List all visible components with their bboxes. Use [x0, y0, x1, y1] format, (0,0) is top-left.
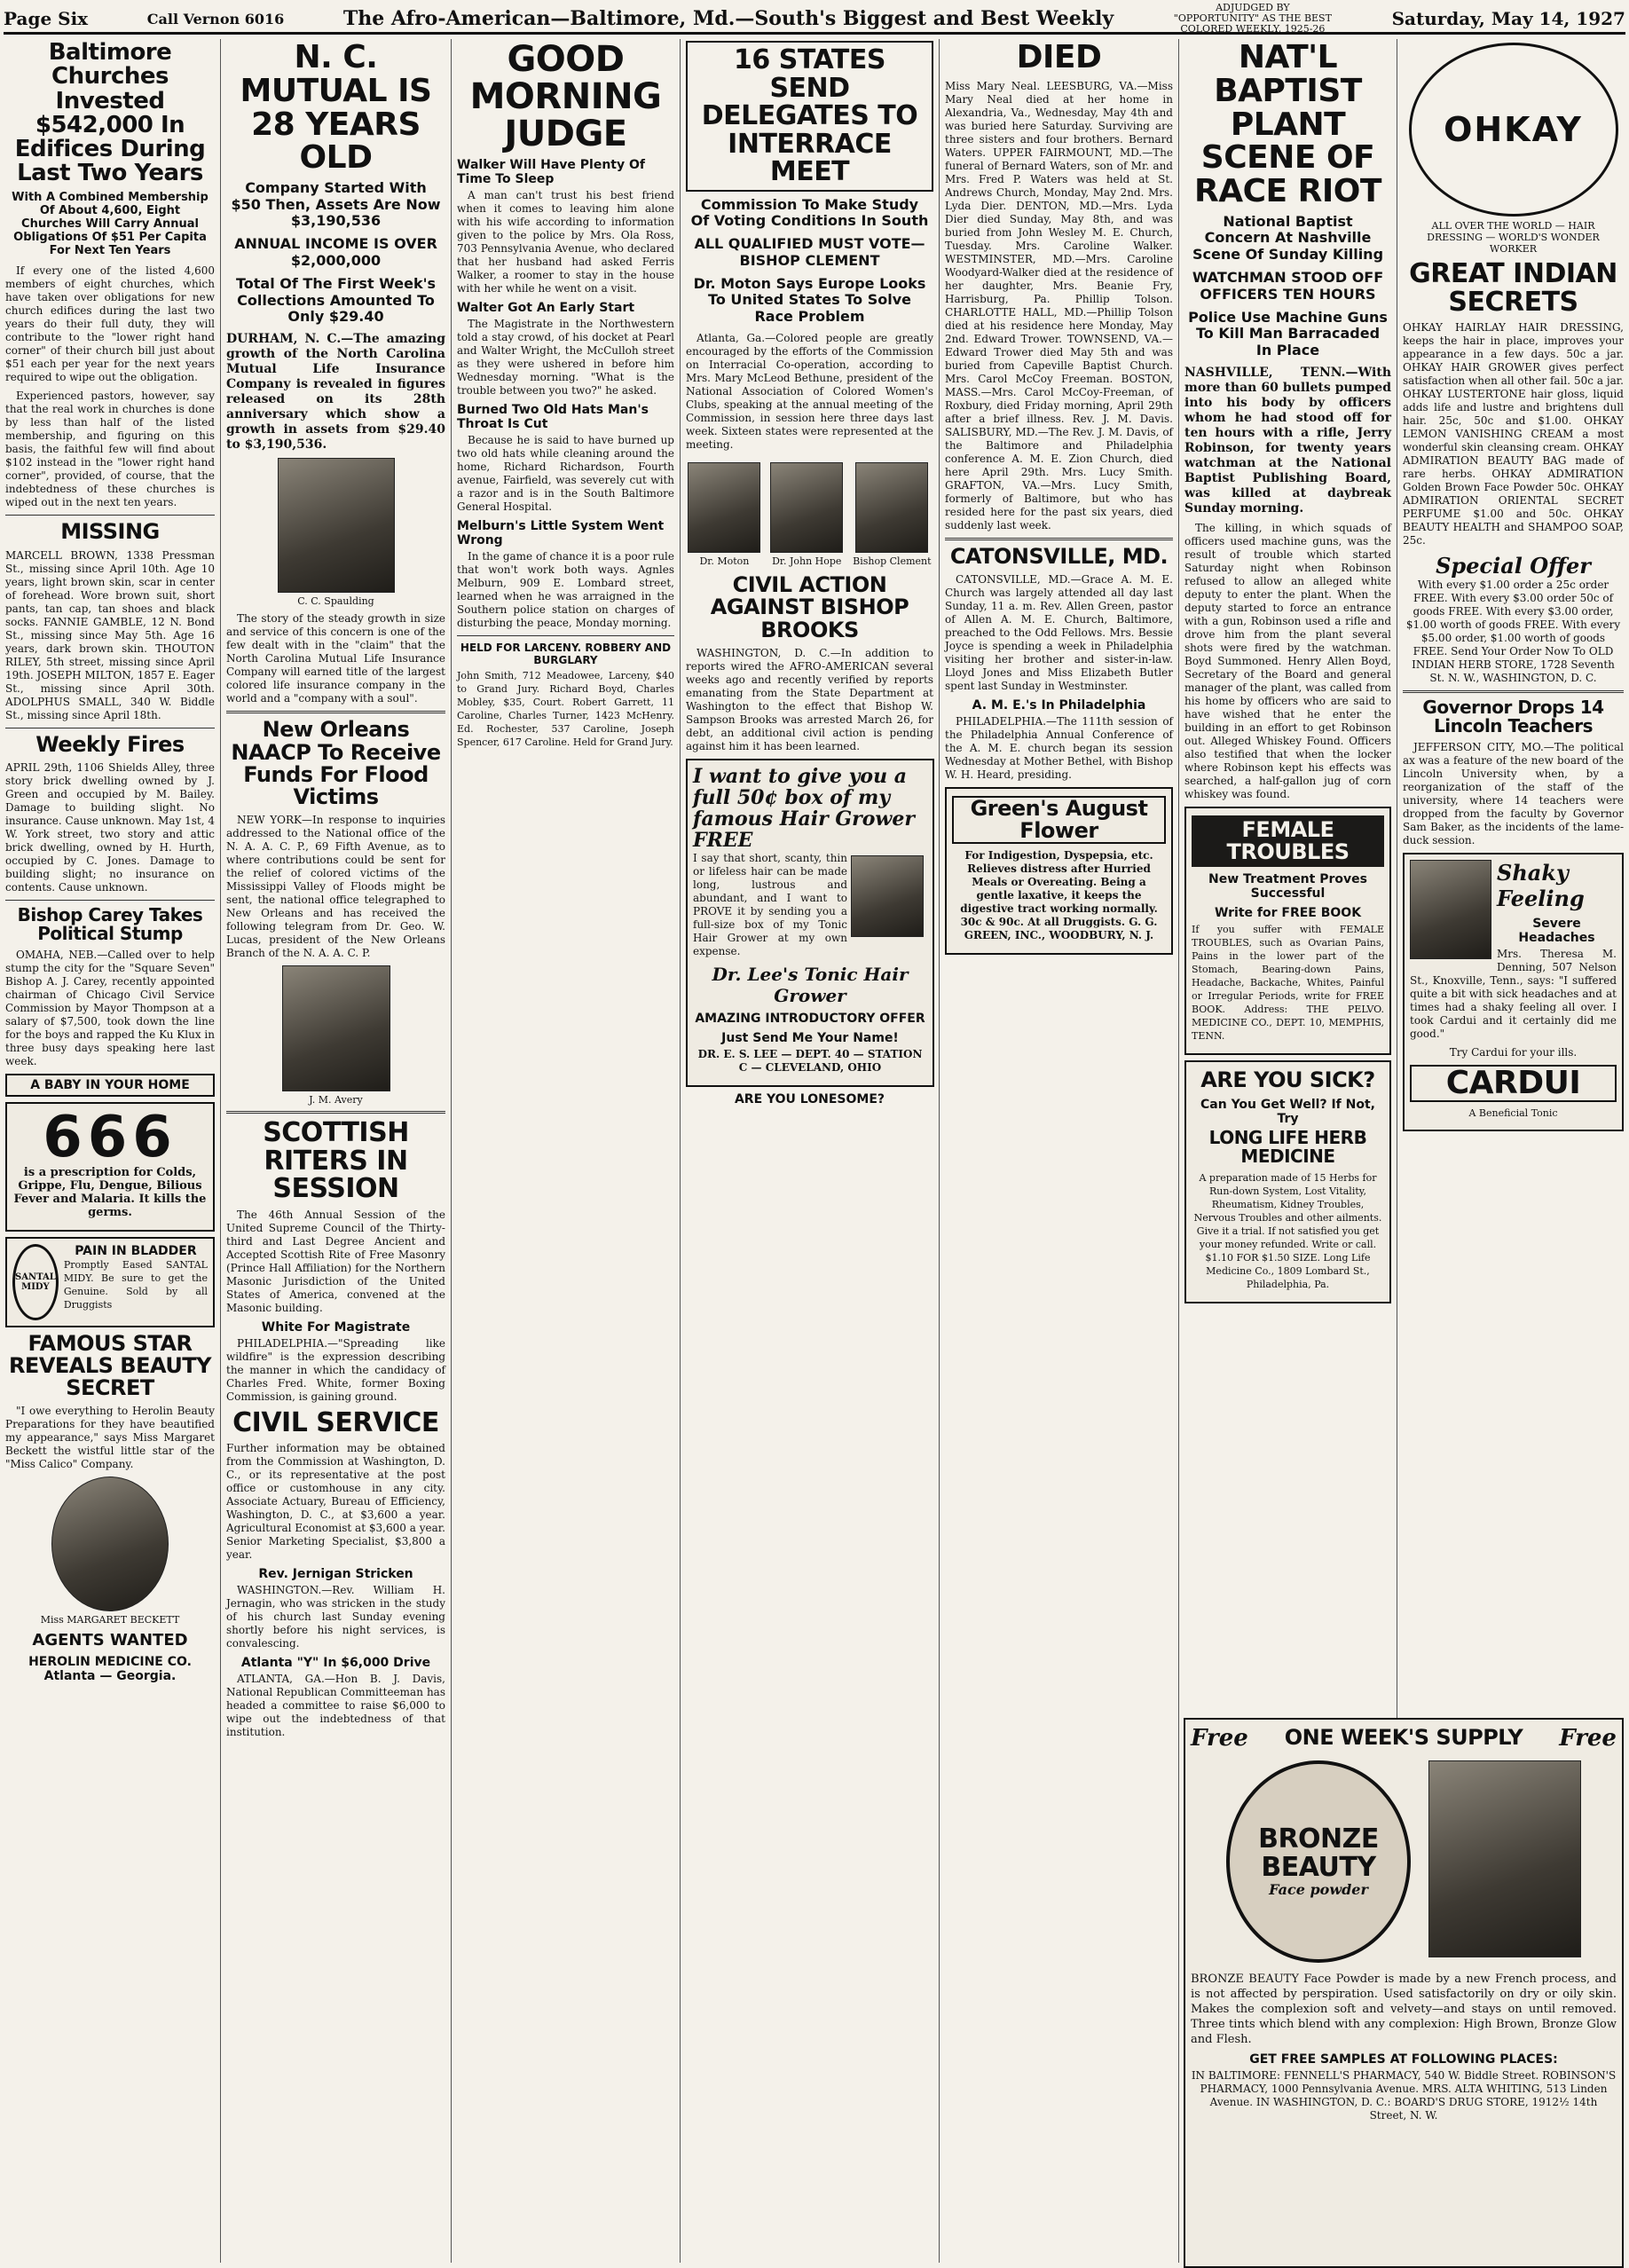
beckett-caption: Miss MARGARET BECKETT: [40, 1614, 180, 1626]
bronze-brand-sub: Face powder: [1269, 1881, 1368, 1898]
special-offer: Special Offer: [1436, 553, 1591, 579]
churches-body-1: If every one of the listed 4,600 members of eight churches, which have taken over obligations for new church edifices during the last two years do their full duty, they will contribute to the "lower right hand corner" of their church bill just about $51 each per year for the next years required to wipe out the obligation.: [5, 264, 215, 384]
santal-badge-icon: SANTAL MIDY: [12, 1244, 59, 1320]
hope-caption: Dr. John Hope: [772, 555, 842, 568]
cardui-sub: A Beneficial Tonic: [1468, 1106, 1558, 1119]
lee-portrait: [851, 855, 924, 937]
riot-body: The killing, in which squads of officers used machine guns, was the result of trouble which started Saturday night when Robinson refused to allow an alleged white deputy to enter the plant. When the deputy started to force an entrance with a gun, Robinson used a rifle and drove him from the plant several shots were fired by the watchman. Boyd Summoned. Henry Allen Boyd, Secretary of the Board and general manager of the plant, was called from his home by officers who are said to have wished that he enter the building in an effort to get Robinson out. Alleged Whiskey Found. Officers also testified that when the locker where Robinson kept his effects was searched, a half-gallon jug of corn whiskey was found.: [1184, 522, 1391, 801]
clement-caption: Bishop Clement: [853, 555, 932, 568]
cardui-brand: CARDUI: [1410, 1065, 1617, 1102]
brooks-body: WASHINGTON, D. C.—In addition to reports wired the AFRO-AMERICAN several weeks ago and recently verified by reports emanating from the State Department at Washington to the effect that Bishop W. Sampson Brooks was arrested March 26, for debt, an additional civil action is pending against him it has been learned.: [686, 646, 933, 752]
female-troubles-ad: [1184, 807, 1391, 1055]
white-body: PHILADELPHIA.—"Spreading like wildfire" is the expression describing the manner in which the candidacy of Charles Fred. White, former Boxing Commission, is gaining ground.: [226, 1336, 445, 1403]
mutual-deck-3: Total Of The First Week's Collections Amounted To Only $29.40: [235, 275, 437, 325]
column-2: [220, 39, 451, 2263]
ame-body: PHILADELPHIA.—The 111th session of the Philadelphia Annual Conference of the A. M. E. church began its session Wednesday at Mother Bethel, with Bishop W. H. Heard, presiding.: [945, 714, 1173, 781]
bronze-model-portrait: [1428, 1760, 1581, 1957]
bronze-brand: BRONZE BEAUTY: [1258, 1823, 1379, 1883]
666-number: 666: [43, 1104, 177, 1170]
hope-photo: [770, 462, 843, 553]
bronze-samples: GET FREE SAMPLES AT FOLLOWING PLACES:: [1249, 2052, 1558, 2067]
free-right: Free: [1559, 1725, 1617, 1752]
pain-ad-title: PAIN IN BLADDER: [75, 1243, 197, 1258]
churches-deck: With A Combined Membership Of About 4,600, Eight Churches Will Carry Annual Obligations Of $51 Per Capita For Next Ten Years: [12, 190, 209, 257]
bronze-beauty-ad: [1184, 1718, 1624, 2268]
lee-hair-ad: [686, 759, 934, 1087]
paper-title: The Afro-American—Baltimore, Md.—South's Biggest and Best Weekly: [342, 7, 1114, 30]
column-3: [451, 39, 680, 2263]
sick-headline: ARE YOU SICK?: [1200, 1067, 1375, 1093]
melburn-body: In the game of chance it is a poor rule that won't work both ways. Agnles Melburn, 909 E. Lombard street, learned when he was arraigned in the Southern police station on charges of disturbing the peace, Monday morning.: [457, 550, 674, 629]
mutual-deck-1: Company Started With $50 Then, Assets Are Now $3,190,536: [231, 179, 441, 229]
mutual-body: The story of the steady growth in size and service of this concern is one of the few dealt with in the "claim" that the North Carolina Mutual Life Insurance Company will earned title of the largest colored life insurance company in the world and a "company with a soul".: [226, 612, 445, 705]
naacp-headline: New Orleans NAACP To Receive Funds For Flood Victims: [231, 717, 441, 809]
666-ad: [5, 1102, 215, 1232]
666-text: is a prescription for Colds, Grippe, Flu, Dengue, Bilious Fever and Malaria. It kills the germs.: [13, 1165, 207, 1219]
powder-box-icon: [1226, 1760, 1411, 1963]
avery-caption: J. M. Avery: [309, 1094, 363, 1106]
herolin-company: HEROLIN MEDICINE CO. Atlanta — Georgia.: [28, 1655, 192, 1684]
larceny-list: John Smith, 712 Meadowee, Larceny, $40 to Grand Jury. Richard Boyd, Charles Mobley, $35, Court. Robert Garrett, 11 Caroline, Charles Turner, 1423 McHenry. Ed. Rochester, 537 Caroline, Joseph Spencer, 617 Caroline. Held for Grand Jury.: [457, 670, 674, 748]
interrace-headline: 16 STATES SEND DELEGATES TO INTERRACE MEET: [686, 41, 933, 192]
carey-body: OMAHA, NEB.—Called over to help stump the city for the "Square Seven" Bishop A. J. Carey, recently appointed chairman of Chicago Civil Service Commission by Mayor Thompson at a salary of $7,500, took down the line for the boys and rapped the Ku Klux in three busy days speaking here last week.: [5, 948, 215, 1067]
bronze-places: IN BALTIMORE: FENNELL'S PHARMACY, 540 W. Biddle Street. ROBINSON'S PHARMACY, 1000 Pennsylvania Avenue. MRS. ALTA WHITING, 513 Linden Avenue. IN WASHINGTON, D. C.: BOARD'S DRUG STORE, 1912½ 14th Street, N. W.: [1191, 2069, 1617, 2122]
hats-headline: Burned Two Old Hats Man's Throat Is Cut: [457, 403, 649, 431]
lee-ad-body: I say that short, scanty, thin or lifeless hair can be made long, lustrous and abundant, and I want to PROVE it by sending you a full-size box of my Tonic Hair Grower at my own expense.: [693, 851, 847, 957]
churches-headline: Baltimore Churches Invested $542,000 In Edifices During Last Two Years: [14, 39, 206, 187]
adjudged-note: ADJUDGED BY "OPPORTUNITY" AS THE BEST COLORED WEEKLY, 1925-26: [1173, 2, 1332, 35]
shaky-body: Mrs. Theresa M. Denning, 507 Nelson St., Knoxville, Tenn., says: "I suffered quite a bit with sick headaches and at times had a shaky feeling all over. I took Cardui and it certainly did me good.": [1410, 948, 1617, 1040]
ame-headline: A. M. E.'s In Philadelphia: [972, 697, 1146, 713]
early-start-headline: Walter Got An Early Start: [457, 301, 635, 315]
ohkay-ring-text: ALL OVER THE WORLD — HAIR DRESSING — WORLD'S WONDER WORKER: [1427, 220, 1600, 255]
green-ad: [945, 787, 1173, 955]
atlanta-body: ATLANTA, GA.—Hon B. J. Davis, National Republican Committeeman has headed a committee to raise $6,000 to wipe out the indebtedness of that institution.: [226, 1673, 445, 1739]
white-headline: White For Magistrate: [261, 1319, 411, 1335]
issue-date: Saturday, May 14, 1927: [1391, 8, 1625, 29]
cardui-try: Try Cardui for your ills.: [1449, 1046, 1578, 1059]
governor-headline: Governor Drops 14 Lincoln Teachers: [1422, 697, 1604, 736]
atlanta-headline: Atlanta "Y" In $6,000 Drive: [240, 1656, 431, 1671]
free-left: Free: [1191, 1725, 1248, 1752]
phone-number: Call Vernon 6016: [146, 10, 285, 28]
melburn-headline: Melburn's Little System Went Wrong: [457, 519, 665, 547]
bronze-body: BRONZE BEAUTY Face Powder is made by a new French process, and is not affected by perspiration. Used satisfactorily on dry or oily skin. Makes the complexion soft and velvety—and stays on until removed. Three tints which blend with any complexion: High Brown, Bronze Glow and Flesh.: [1191, 1973, 1617, 2046]
star-body: "I owe everything to Herolin Beauty Preparations for they have beautified my appearance," says Miss Margaret Beckett the wistful little star of the "Miss Calico" Company.: [5, 1405, 215, 1471]
beckett-portrait: [51, 1477, 169, 1611]
lee-ad-product: Dr. Lee's Tonic Hair Grower: [712, 963, 909, 1006]
civil-service-body: Further information may be obtained from the Commission at Washington, D. C., or its representative at the post office or customhouse in any city. Associate Actuary, Bureau of Efficiency, Washington, D. C., at $3,600 a year. Agricultural Economist at $3,600 a year. Senior Marketing Specialist, $3,800 a year.: [226, 1442, 445, 1562]
santal-ad: [5, 1237, 215, 1327]
early-start-body: The Magistrate in the Northwestern told a stay crowd, of his docket at Pearl and Walter Wright, the McCulloh street as they were ushered in before him Wednesday morning. "What is the trouble between you two?" he asked.: [457, 318, 674, 397]
riot-deck-3: Police Use Machine Guns To Kill Man Barracaded In Place: [1188, 308, 1388, 358]
brooks-headline: CIVIL ACTION AGAINST BISHOP BROOKS: [710, 572, 909, 642]
column-1: [0, 39, 220, 2263]
riot-lead: NASHVILLE, TENN.—With more than 60 bullets pumped into his body by officers whom he had stood off for ten hours with a rifle, Jerry Robinson, for twenty years watchman at the National Baptist Publishing Board, was killed at daybreak Sunday morning.: [1184, 366, 1391, 516]
interrace-body: Atlanta, Ga.—Colored people are greatly encouraged by the efforts of the Commission on Interracial Co-operation, according to Mrs. Mary McLeod Bethune, president of the National Association of Colored Women's Clubs, speaking at the annual meeting of the Commission, in session here three days last week. Sixteen states were represented at the meeting.: [686, 332, 933, 452]
riot-deck-1: National Baptist Concern At Nashville Scene Of Sunday Killing: [1192, 212, 1384, 263]
ohkay-body: OHKAY HAIRLAY HAIR DRESSING, keeps the hair in place, improves your appearance in a few days. 50c a jar. OHKAY HAIR GROWER gives perfect satisfaction when all other fail. 50c a jar. OHKAY LUSTERTONE hair gloss, liquid adds life and lustre and brightens dull hair. 25c, 50c and $1.00. OHKAY LEMON VANISHING CREAM a most wonderful skin cleansing cream. OHKAY ADMIRATION BEAUTY BAG made of rare herbs. OHKAY ADMIRATION Golden Brown Face Powder 50c. OHKAY ADMIRATION ORIENTAL SECRET PERFUME $1.00 and 50c. OHKAY BEAUTY HEALTH and SHAMPOO SOAP, 25c.: [1403, 321, 1624, 547]
interrace-deck-2: ALL QUALIFIED MUST VOTE—BISHOP CLEMENT: [694, 235, 925, 269]
interrace-deck-1: Commission To Make Study Of Voting Conditions In South: [690, 195, 929, 229]
baby-ad-title: A BABY IN YOUR HOME: [30, 1077, 190, 1092]
masthead: [4, 2, 1625, 35]
long-life-name: LONG LIFE HERB MEDICINE: [1208, 1126, 1367, 1167]
scottish-headline: SCOTTISH RITERS IN SESSION: [263, 1117, 409, 1205]
column-4: [680, 39, 939, 2263]
catonsville-headline: CATONSVILLE, MD.: [949, 543, 1169, 569]
female-ad-free[interactable]: Write for FREE BOOK: [1214, 906, 1362, 921]
page-number: Page Six: [4, 8, 89, 29]
catonsville-body: CATONSVILLE, MD.—Grace A. M. E. Church was largely attended all day last Sunday, 11 a. m. Rev. Allen Green, pastor of Allen A. M. E. Church, Baltimore, preached to the Odd Fellows. Mrs. Bessie Joyce is spending a week in Philadelphia visiting her brother and sister-in-law. Lloyd Jones and Miss Elizabeth Butler spent last Sunday in Westminster.: [945, 572, 1173, 692]
long-life-body: A preparation made of 15 Herbs for Run-down System, Lost Vitality, Rheumatism, Kidney Troubles, Nervous Troubles and other ailments. Give it a trial. If not satisfied you get your money refunded. Write or call. $1.10 FOR $1.50 SIZE. Long Life Medicine Co., 1809 Lombard St., Philadelphia, Pa.: [1193, 1171, 1382, 1290]
riot-deck-2: WATCHMAN STOOD OFF OFFICERS TEN HOURS: [1192, 269, 1384, 303]
cardui-woman-illustration: [1410, 860, 1491, 959]
agents-wanted: AGENTS WANTED: [32, 1631, 188, 1650]
jernigan-headline: Rev. Jernigan Stricken: [258, 1567, 413, 1582]
walker-body: A man can't trust his best friend when it comes to leaving him alone with his wife according to information given to the police by Mrs. Ola Ross, 703 Pennsylvania Avenue, who declared that her husband had asked Ferris Walker, a roomer to stay in the house with her while he went on a visit.: [457, 189, 674, 295]
riot-headline: NAT'L BAPTIST PLANT SCENE OF RACE RIOT: [1194, 39, 1381, 210]
ohkay-logo: [1409, 43, 1618, 217]
moton-caption: Dr. Moton: [699, 555, 750, 568]
governor-body: JEFFERSON CITY, MO.—The political ax was a feature of the new board of the Lincoln University when, by a reorganization of the staff of the university, where 14 teachers were dropped from the faculty by Governor Sam Baker, as the incidents of the lame-duck session.: [1403, 741, 1624, 847]
spaulding-photo: [278, 458, 395, 593]
lee-ad-offer: AMAZING INTRODUCTORY OFFER: [695, 1011, 925, 1026]
walker-headline: Walker Will Have Plenty Of Time To Sleep: [457, 158, 645, 186]
judge-headline: GOOD MORNING JUDGE: [469, 39, 662, 154]
carey-headline: Bishop Carey Takes Political Stump: [17, 903, 203, 944]
ohkay-headline: GREAT INDIAN SECRETS: [1409, 258, 1617, 318]
mutual-deck-2: ANNUAL INCOME IS OVER $2,000,000: [234, 235, 437, 269]
lee-ad-headline: I want to give you a full 50¢ box of my famous Hair Grower FREE: [693, 764, 915, 853]
larceny-headline: HELD FOR LARCENY. ROBBERY AND BURGLARY: [460, 642, 672, 666]
female-ad-sub: New Treatment Proves Successful: [1208, 872, 1367, 902]
column-5: [939, 39, 1178, 2263]
naacp-body: NEW YORK—In response to inquiries addressed to the National office of the N. A. A. C. P., 69 Fifth Avenue, as to where contributions could be sent for the relief of colored victims of the Mississippi Valley of Floods might be sent, the national office telegraphed to New Orleans and has received the following telegram from Dr. Geo. W. Lucas, president of the New Orleans Branch of the N. A. A. C. P.: [226, 814, 445, 960]
mutual-lead: DURHAM, N. C.—The amazing growth of the North Carolina Mutual Life Insurance Company is revealed in figures released on its 28th anniversary which show a growth in assets from $29.40 to $3,190,536.: [226, 332, 445, 453]
sick-sub: Can You Get Well? If Not, Try: [1200, 1097, 1375, 1126]
ohkay-logo-text: OHKAY: [1444, 110, 1583, 149]
civil-service-headline: CIVIL SERVICE: [232, 1406, 439, 1438]
obituaries: Miss Mary Neal. LEESBURG, VA.—Miss Mary Neal died at her home in Alexandria, Va., Wednesday, May 4th and was buried here Saturday. Surviving are three sisters and four brothers. Bernard Waters. UPPER FAIRMOUNT, MD.—The funeral of Bernard Waters, son of Mr. and Mrs. Fred P. Waters was held at St. Andrews Church, Monday, May 2nd. Mrs. Lyda Dier. DENTON, MD.—Mrs. Lyda Dier died Sunday, May 8th, and was buried from John Wesley M. E. Church, Tuesday. Mrs. Caroline Walker. WESTMINSTER, MD.—Mrs. Caroline Woodyard-Walker died at the residence of her daughter, Mrs. Beanie Fry, Harrisburg, Pa. Phillip Tolson. CHARLOTTE HALL, MD.—Phillip Tolson died at his residence here Monday, May 2nd. Edward Trower. TOWNSEND, VA.—Edward Trower died May 5th and was buried from Capeville Baptist Church. Mrs. Carol McCoy Freeman. BOSTON, MASS.—Mrs. Carol McCoy-Freeman, of Roxbury, died Friday morning, April 29th after a brief illness. Rev. J. M. Davis. SALISBURY, MD.—The Rev. J. M. Davis, of the Baltimore and Philadelphia conference A. M. E. Zion Church, died here April 29th. Mrs. Lucy Smith. GRAFTON, VA.—Mrs. Lucy Smith, formerly of Baltimore, but who has resided here for the past six years, died suddenly last week.: [945, 79, 1173, 532]
green-ad-body: For Indigestion, Dyspepsia, etc. Relieves distress after Hurried Meals or Overeating. Being a gentle laxative, it keeps the digestive tract working normally. 30c & 90c. At all Druggists. G. G. GREEN, INC., WOODBURY, N. J.: [960, 849, 1158, 942]
fires-body: APRIL 29th, 1106 Shields Alley, three story brick dwelling owned by J. Green and occupied by M. Bailey. Damage to building slight. No insurance. Cause unknown. May 1st, 4 W. York street, two story and attic brick dwelling, owned by H. Hurth, occupied by C. Jones. Damage to building slight; no insurance on contents. Cause unknown.: [5, 760, 215, 894]
shaky-sub: Severe Headaches: [1518, 917, 1595, 945]
mutual-headline: N. C. MUTUAL IS 28 YEARS OLD: [240, 39, 432, 177]
lee-ad-address: DR. E. S. LEE — DEPT. 40 — STATION C — CLEVELAND, OHIO: [697, 1047, 923, 1074]
pain-ad-text: Promptly Eased SANTAL MIDY. Be sure to get the Genuine. Sold by all Druggists: [63, 1258, 208, 1311]
avery-photo: [282, 965, 390, 1091]
moton-photo: [688, 462, 760, 553]
missing-headline: MISSING: [60, 519, 160, 545]
jernigan-body: WASHINGTON.—Rev. William H. Jernagin, who was stricken in the study of his church last Sunday evening shortly before his night services, is convalescing.: [226, 1584, 445, 1650]
star-headline: FAMOUS STAR REVEALS BEAUTY SECRET: [8, 1330, 212, 1401]
fires-headline: Weekly Fires: [35, 731, 185, 757]
churches-body-2: Experienced pastors, however, say that the real work in churches is done by less than half of the listed membership, and figuring on this basis, the faithful few will find about $102 instead in the "lower right hand corner", provided, of course, that the indebtedness of these churches is wiped out in the next ten years.: [5, 390, 215, 509]
spaulding-caption: C. C. Spaulding: [297, 595, 374, 608]
died-headline: DIED: [1016, 39, 1102, 75]
special-offer-body: With every $1.00 order a 25c order FREE. With every $3.00 order 50c of goods FREE. With every $3.00 order, $1.00 worth of goods FREE. With every $5.00 order, $1.00 worth of goods FREE. Send Your Order Now To OLD INDIAN HERB STORE, 1728 Seventh St. N. W., WASHINGTON, D. C.: [1405, 579, 1621, 684]
baby-ad: [5, 1074, 215, 1097]
bronze-headline: ONE WEEK'S SUPPLY: [1284, 1725, 1523, 1751]
hats-body: Because he is said to have burned up two old hats while cleaning around the home, Richard Richardson, Fourth avenue, Fairfield, was severely cut with a razor and is in the South Baltimore General Hospital.: [457, 434, 674, 513]
long-life-ad: [1184, 1060, 1391, 1303]
green-ad-title: Green's August Flower: [952, 796, 1166, 844]
cardui-ad: [1403, 853, 1624, 1131]
interrace-deck-3: Dr. Moton Says Europe Looks To United States To Solve Race Problem: [693, 275, 926, 325]
clement-photo: [855, 462, 928, 553]
missing-body: MARCELL BROWN, 1338 Pressman St., missing since April 10th. Age 10 years, light brown skin, scar in center of forehead. Wore brown suit, short pants, tan cap, tan shoes and black socks. FANNIE GAMBLE, 12 N. Bond St., missing since May 5th. Age 16 years, dark brown skin. THOUTON RILEY, 5th street, missing since April 19th. JOSEPH MILTON, 1857 E. Eager St., missing since April 30th. ADOLPHUS SMALL, 340 W. Biddle St., missing since April 18th.: [5, 548, 215, 721]
scottish-body: The 46th Annual Session of the United Supreme Council of the Thirty-third and Last Degree Ancient and Accepted Scottish Rite of Free Masonry (Prince Hall Affiliation) for the Northern Masonic Jurisdiction of the United States of America, convened at the Masonic building.: [226, 1208, 445, 1314]
female-ad-title: FEMALE TROUBLES: [1192, 815, 1384, 867]
shaky-headline: Shaky Feeling: [1497, 860, 1585, 911]
female-ad-body: If you suffer with FEMALE TROUBLES, such as Ovarian Pains, Pains in the lower part of the Stomach, Bearing-down Pains, Headache, Backache, Whites, Painful or Irregular Periods, write for FREE BOOK. Address: THE PELVO. MEDICINE CO., DEPT. 10, MEMPHIS, TENN.: [1192, 924, 1384, 1043]
lonesome-ad: ARE YOU LONESOME?: [734, 1091, 885, 1106]
lee-ad-coupon[interactable]: Just Send Me Your Name!: [721, 1030, 899, 1045]
